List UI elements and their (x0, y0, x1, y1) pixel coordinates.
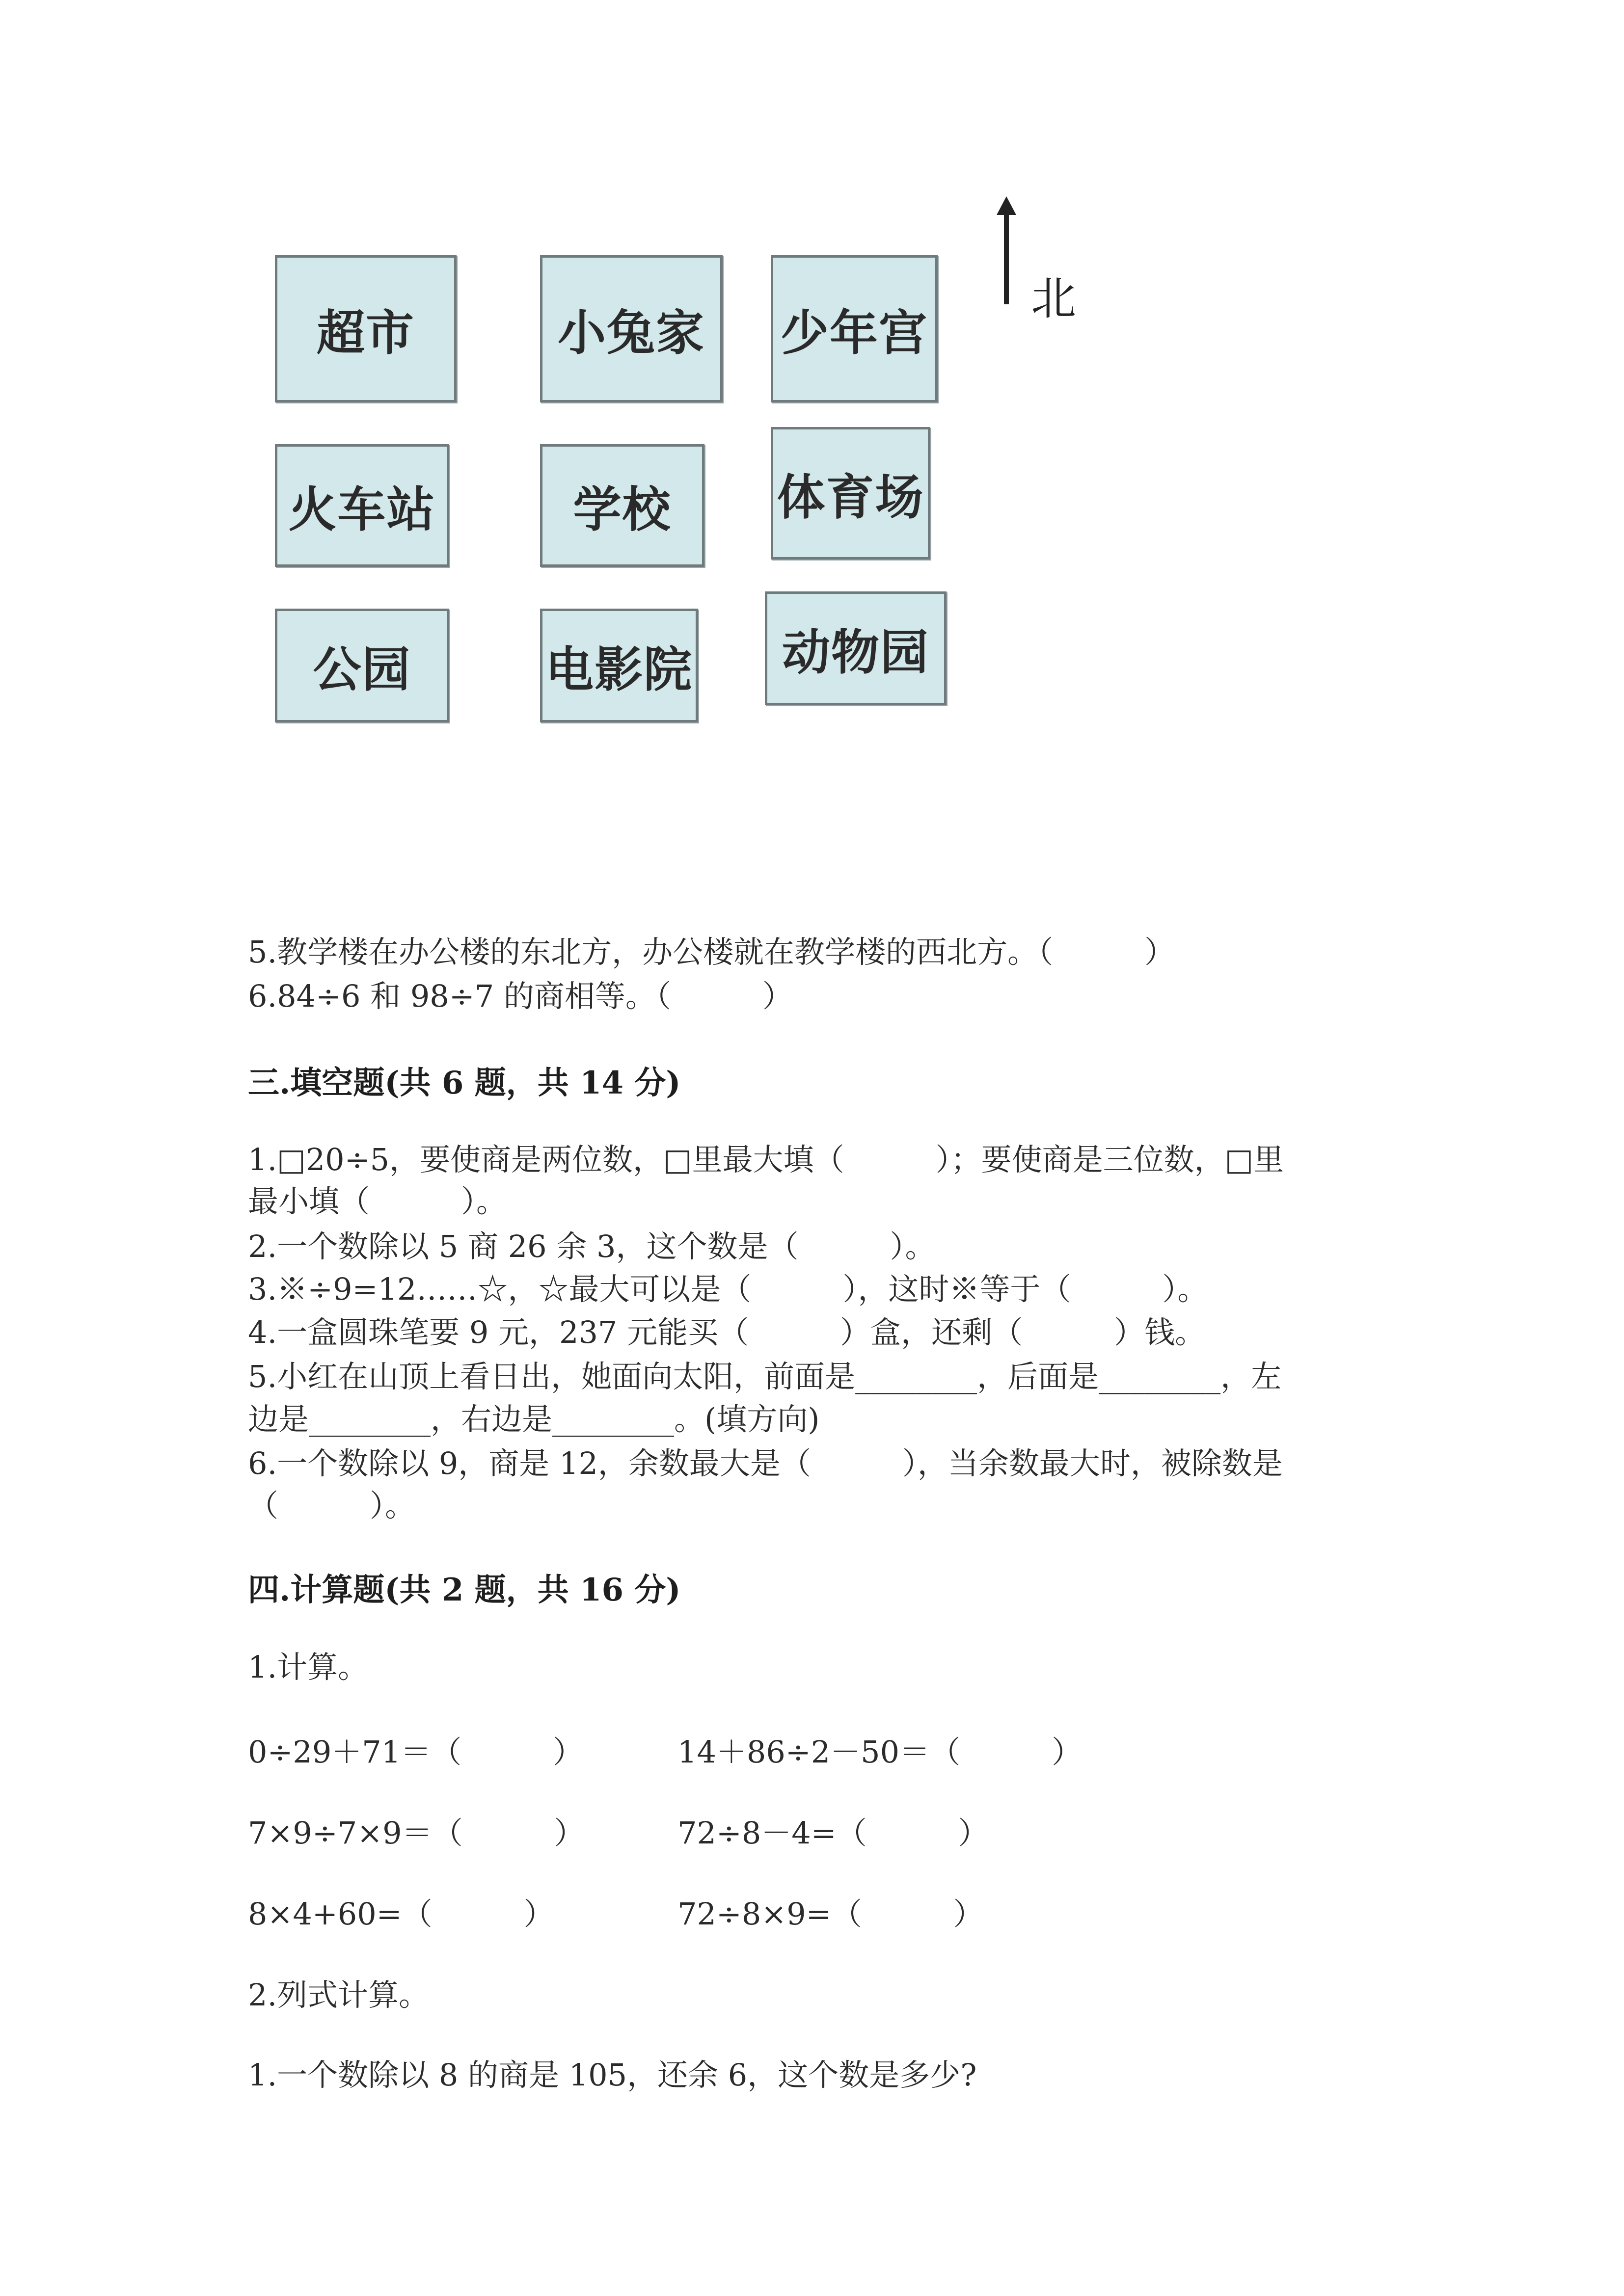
north-label: 北 (1031, 272, 1077, 325)
fill-question-5-line-1: 5.小红在山顶上看日出，她面向太阳，前面是________，后面是________，左 (248, 1359, 1282, 1394)
section-heading-fill: 三.填空题(共 6 题，共 14 分) (248, 1065, 681, 1101)
calc-question-2-title: 2.列式计算。 (248, 1977, 430, 2013)
fill-question-3: 3.※÷9=12……☆，☆最大可以是（ ），这时※等于（ ）。 (248, 1271, 1208, 1307)
place-stadium: 体育场 (771, 427, 930, 560)
fill-question-6-line-1: 6.一个数除以 9，商是 12，余数最大是（ ），当余数最大时，被除数是 (248, 1445, 1283, 1481)
place-youth-palace: 少年宫 (771, 255, 938, 402)
place-school: 学校 (540, 444, 704, 567)
fill-question-6-line-2: （ ）。 (248, 1488, 416, 1523)
place-train-station: 火车站 (275, 444, 449, 567)
calc-question-1-title: 1.计算。 (248, 1649, 369, 1685)
fill-question-2: 2.一个数除以 5 商 26 余 3，这个数是（ ）。 (248, 1228, 936, 1264)
fill-question-5-line-2: 边是________，右边是________。(填方向) (248, 1401, 820, 1437)
calc-question-2-sub-1: 1.一个数除以 8 的商是 105，还余 6，这个数是多少? (248, 2057, 977, 2093)
place-supermarket: 超市 (275, 255, 457, 402)
judgement-question-6: 6.84÷6 和 98÷7 的商相等。（ ） (248, 978, 793, 1014)
calc-item-4: 72÷8－4=（ ） (677, 1815, 989, 1851)
judgement-question-5: 5.教学楼在办公楼的东北方，办公楼就在教学楼的西北方。（ ） (248, 934, 1175, 970)
place-cinema: 电影院 (540, 609, 698, 722)
fill-question-1-line-1: 1.□20÷5，要使商是两位数，□里最大填（ ）；要使商是三位数，□里 (248, 1142, 1284, 1177)
calc-item-5: 8×4+60=（ ） (248, 1896, 554, 1932)
place-park: 公园 (275, 609, 449, 722)
calc-item-1: 0÷29＋71＝（ ） (248, 1734, 584, 1770)
section-heading-calc: 四.计算题(共 2 题，共 16 分) (248, 1572, 681, 1608)
place-rabbit-home: 小兔家 (540, 255, 723, 402)
fill-question-1-line-2: 最小填（ ）。 (248, 1183, 507, 1219)
calc-item-6: 72÷8×9=（ ） (677, 1896, 984, 1932)
place-zoo: 动物园 (765, 591, 947, 705)
fill-question-4: 4.一盒圆珠笔要 9 元，237 元能买（ ）盒，还剩（ ）钱。 (248, 1314, 1206, 1350)
calc-item-3: 7×9÷7×9＝（ ） (248, 1815, 585, 1851)
calc-item-2: 14＋86÷2－50＝（ ） (677, 1734, 1083, 1770)
north-arrow-icon (994, 196, 1019, 304)
